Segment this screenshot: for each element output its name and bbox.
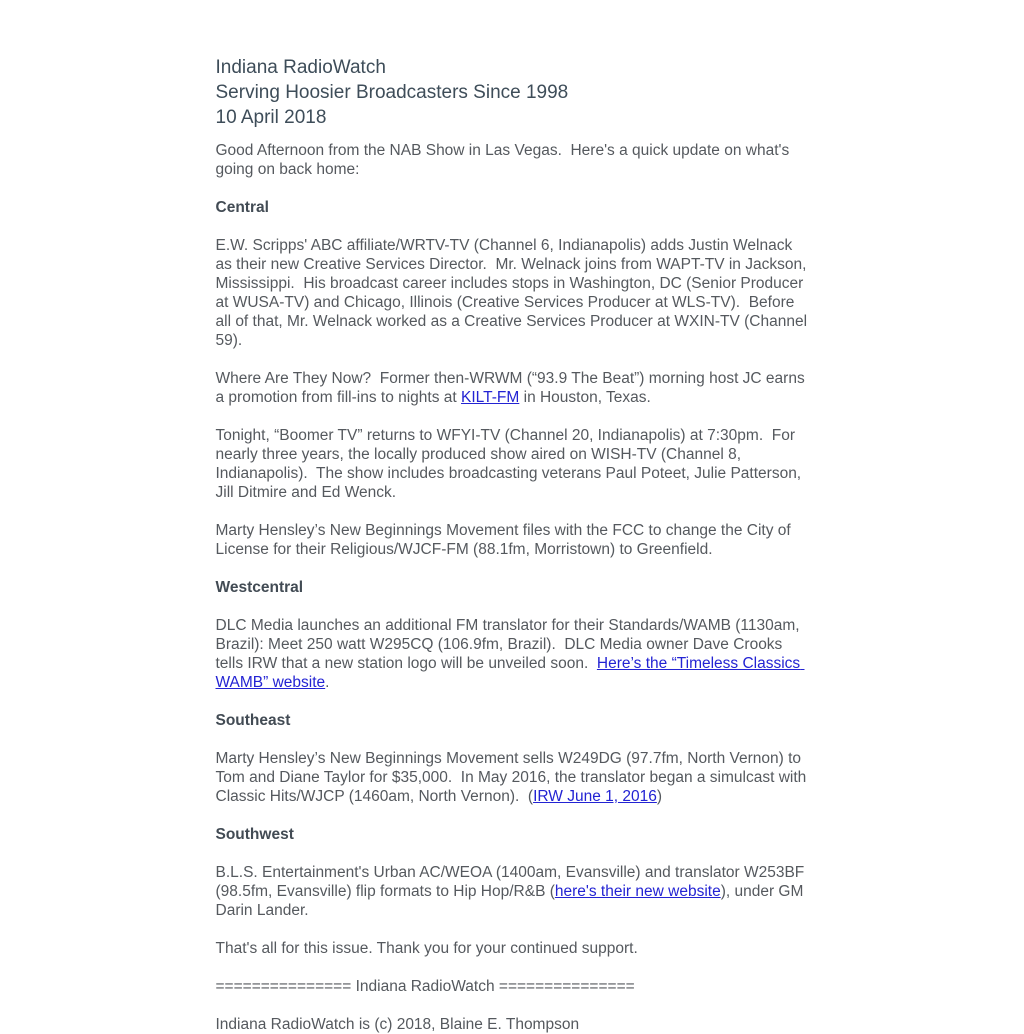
- issue-date: 10 April 2018: [215, 107, 327, 128]
- divider-line: =============== Indiana RadioWatch ===============: [215, 978, 635, 995]
- section-heading-southwest: Southwest: [215, 826, 294, 843]
- closing-paragraph: That's all for this issue. Thank you for your continued support.: [215, 940, 638, 957]
- text-segment: ), under GM Darin Lander.: [215, 883, 808, 919]
- text-segment: ): [656, 788, 663, 805]
- section-heading-southeast: Southeast: [215, 712, 291, 729]
- paragraph-wrtv-hire: E.W. Scripps' ABC affiliate/WRTV-TV (Channel 6, Indianapolis) adds Justin Welnack as their new Creative Services Director. Mr. Welnack joins from WAPT-TV in Jackson, Mississippi. His broadcast career includes stops in Washington, DC (Senior Producer at WUSA-TV) and Chicago, Illinois (Creative Services Producer at WLS-TV). Before all of that, Mr. Welnack worked as a Creative Services Producer at WXIN-TV (Channel 59).: [215, 237, 812, 349]
- copyright-line: Indiana RadioWatch is (c) 2018, Blaine E. Thompson: [215, 1016, 580, 1033]
- text-segment: Marty Hensley’s New Beginnings Movement sells W249DG (97.7fm, North Vernon) to Tom and Diane Taylor for $35,000. In May 2016, the translator began a simulcast with Classic Hits/WJCP (1460am, North Vernon). (: [215, 750, 811, 805]
- masthead: [216, 55, 809, 130]
- newsletter-document: [215, 0, 812, 1034]
- text-segment: in Houston, Texas.: [519, 389, 651, 406]
- link-kilt-fm[interactable]: KILT-FM: [461, 389, 520, 406]
- paragraph-boomer-tv: Tonight, “Boomer TV” returns to WFYI-TV (Channel 20, Indianapolis) at 7:30pm. For nearly three years, the locally produced show aired on WISH-TV (Channel 8, Indianapolis). The show includes broadcasting veterans Paul Poteet, Julie Patterson, Jill Ditmire and Ed Wenck.: [215, 427, 806, 501]
- paragraph-where-are-they-now: [216, 369, 809, 407]
- newsletter-tagline: Serving Hoosier Broadcasters Since 1998: [215, 82, 569, 103]
- intro-paragraph: Good Afternoon from the NAB Show in Las Vegas. Here's a quick update on what's going on back home:: [215, 142, 794, 178]
- paragraph-wjcf-fcc: Marty Hensley’s New Beginnings Movement files with the FCC to change the City of License for their Religious/WJCF-FM (88.1fm, Morristown) to Greenfield.: [215, 522, 796, 558]
- link-wamb-website[interactable]: Here’s the “Timeless Classics WAMB” website: [215, 655, 805, 691]
- link-irw-june-2016[interactable]: IRW June 1, 2016: [533, 788, 657, 805]
- paragraph-dlc-media: [216, 616, 809, 692]
- section-heading-westcentral: Westcentral: [215, 579, 304, 596]
- paragraph-weoa-flip: [216, 863, 809, 920]
- paragraph-w249dg-sale: [216, 749, 809, 806]
- text-segment: Where Are They Now? Former then-WRWM (“93.9 The Beat”) morning host JC earns a promotion from fill-ins to nights at: [215, 370, 810, 406]
- section-heading-central: Central: [215, 199, 269, 216]
- text-segment: DLC Media launches an additional FM translator for their Standards/WAMB (1130am, Brazil): Meet 250 watt W295CQ (106.9fm, Brazil). DLC Media owner Dave Crooks tells IRW that a new station logo will be unveiled soon.: [215, 617, 804, 672]
- text-segment: B.L.S. Entertainment's Urban AC/WEOA (1400am, Evansville) and translator W253BF (98.5fm, Evansville) flip formats to Hip Hop/R&B (: [215, 864, 809, 900]
- link-weoa-new-website[interactable]: here's their new website: [554, 883, 721, 900]
- text-segment: .: [325, 674, 330, 691]
- newsletter-title: Indiana RadioWatch: [215, 57, 386, 78]
